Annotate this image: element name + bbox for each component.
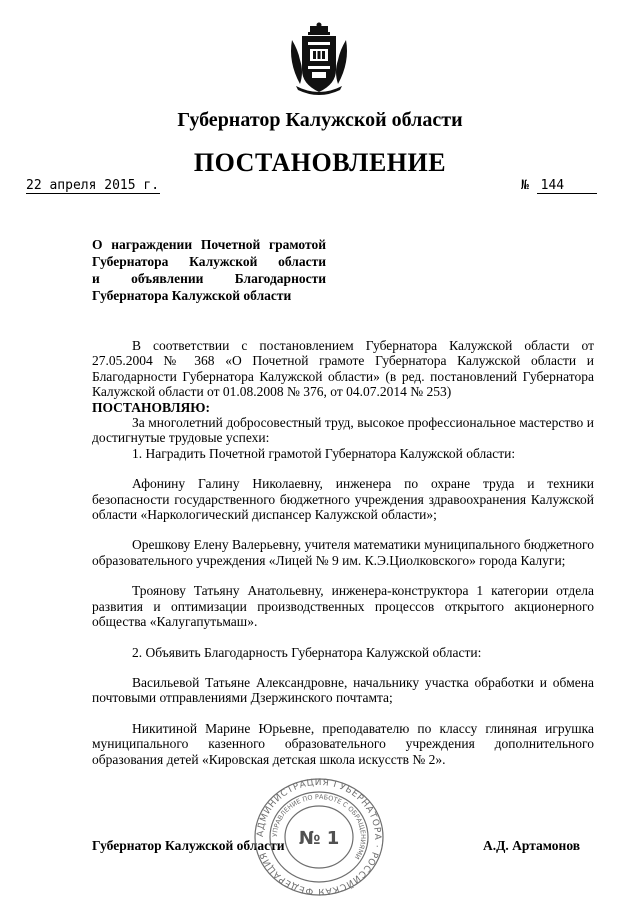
award-person-paragraph: Троянову Татьяну Анатольевну, инженера-конструктора 1 категории отдела развития и оптимизации производственных процессов открытого акционерного общества «Калугапутьмаш». (92, 583, 594, 630)
document-date: 22 апреля 2015 г. (26, 178, 160, 193)
number-label: № (521, 178, 529, 193)
signer-name: А.Д. Артамонов (483, 838, 581, 853)
document-body (92, 338, 594, 767)
official-stamp (244, 776, 394, 898)
signer-title: Губернатор Калужской области (92, 838, 285, 853)
document-number (521, 178, 597, 194)
award-person-paragraph: Орешкову Елену Валерьевну, учителя математики муниципального бюджетного образовательного учреждения «Лицей № 9 им. К.Э.Циолковского» города Калуги; (92, 537, 594, 568)
stamp-outer-text: АДМИНИСТРАЦИЯ ГУБЕРНАТОРА · РОССИЙСКАЯ ФЕДЕРАЦИЯ (255, 777, 383, 897)
subject-line: О награждении Почетной грамотой (92, 237, 326, 252)
document-type-title: ПОСТАНОВЛЕНИЕ (193, 148, 447, 177)
item2-title: 2. Объявить Благодарность Губернатора Калужской области: (132, 644, 482, 660)
gratitude-person-paragraph: Никитиной Марине Юрьевне, преподавателю по классу глиняная игрушка муниципального казенного образовательного учреждения дополнительного образования детей «Кировская детская школа искусств № 2». (92, 720, 594, 767)
item1-title: 1. Наградить Почетной грамотой Губернатора Калужской области: (132, 445, 516, 461)
coat-of-arms-icon (286, 22, 352, 96)
preamble-paragraph: В соответствии с постановлением Губернатора Калужской области от 27.05.2004 № 368 «О Почетной грамоте Губернатора Калужской области и Благодарности Губернатора Калужской области» (в ред. постановлений Губернатора Калужской области от 01.08.2008 № 376, от 04.07.2014 № 253) (92, 338, 594, 400)
number-value: 144 (537, 178, 597, 194)
stamp-inner-text: УПРАВЛЕНИЕ ПО РАБОТЕ С ОБРАЩЕНИЯМИ (270, 792, 368, 861)
subject-line: и объявлении Благодарности (92, 271, 326, 286)
stamp-number: № 1 (298, 828, 340, 849)
subject-line: Губернатора Калужской области (92, 254, 326, 269)
gratitude-person-paragraph: Васильевой Татьяне Александровне, начальнику участка обработки и обмена почтовыми отправлениями Дзержинского почтамта; (92, 674, 594, 706)
award-person-paragraph: Афонину Галину Николаевну, инженера по охране труда и техники безопасности государственного бюджетного учреждения здравоохранения Калужской области «Наркологический диспансер Калужской области»; (92, 476, 594, 523)
motive-paragraph: За многолетний добросовестный труд, высокое профессиональное мастерство и достигнутые трудовые успехи: (92, 415, 594, 446)
issuing-authority: Губернатор Калужской области (177, 109, 463, 131)
decree-word: ПОСТАНОВЛЯЮ: (92, 399, 210, 415)
document-subject (92, 236, 326, 304)
subject-line: Губернатора Калужской области (92, 288, 292, 303)
